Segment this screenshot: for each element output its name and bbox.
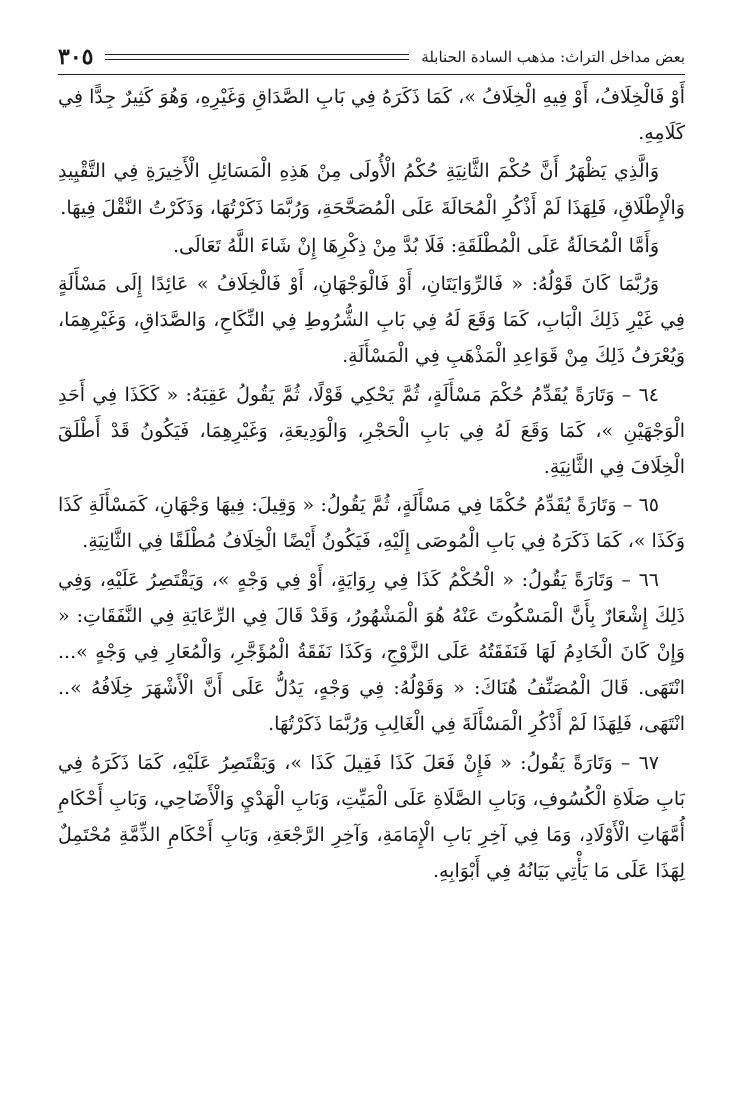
paragraph-1: أَوْ فَالْخِلَافُ، أَوْ فِيهِ الْخِلَافُ »، كَمَا ذَكَرَهُ فِي بَابِ الصَّدَاقِ وَغَيْرِهِ، وَهُوَ كَثِيرٌ جِدًّا فِي كَلَامِهِ.: [58, 86, 685, 145]
running-title: بعض مداخل التراث: مذهب السادة الحنابلة: [421, 48, 685, 66]
body-text: [58, 79, 685, 889]
paragraph-4: وَرُبَّمَا كَانَ قَوْلُهُ: « فَالرِّوَايَتَانِ، أَوْ فَالْوَجْهَانِ، أَوْ فَالْخِلَافُ » عَائِدًا إِلَى مَسْأَلَةٍ فِي غَيْرِ ذَلِكَ الْبَابِ، كَمَا وَقَعَ لَهُ فِي بَابِ الشُّرُوطِ فِي النِّكَاحِ، وَالصَّدَاقِ، وَغَيْرِهِمَا، وَيُعْرَفُ ذَلِكَ مِنْ قَوَاعِدِ الْمَذْهَبِ فِي الْمَسْأَلَةِ.: [58, 273, 685, 368]
paragraph-66: ٦٦ – وَتَارَةً يَقُولُ: « الْحُكْمُ كَذَا فِي رِوَايَةٍ، أَوْ فِي وَجْهٍ »، وَيَقْتَصِرُ عَلَيْهِ، وَفِي ذَلِكَ إِشْعَارٌ بِأَنَّ الْمَسْكُوتَ عَنْهُ هُوَ الْمَشْهُورُ، وَقَدْ قَالَ فِي الرِّعَايَةِ فِي النَّفَقَاتِ: « وَإِنْ كَانَ الْخَادِمُ لَهَا فَنَفَقَتُهُ عَلَى الزَّوْجِ، وَكَذَا نَفَقَةُ الْمُؤَجَّرِ، وَالْمُعَارِ فِي وَجْهٍ »... انْتَهَى. قَالَ الْمُصَنِّفُ هُنَاكَ: « وَقَوْلُهُ: فِي وَجْهٍ، يَدُلُّ عَلَى أَنَّ الْأَشْهَرَ خِلَافُهُ ».. انْتَهَى، فَلِهَذَا لَمْ أَذْكُرِ الْمَسْأَلَةَ فِي الْغَالِبِ وَرُبَّمَا ذَكَرْتُهَا.: [58, 568, 685, 736]
page-number: ٣٠٥: [58, 44, 94, 70]
header-rule: [105, 54, 409, 60]
paragraph-64: ٦٤ – وَتَارَةً يُقَدِّمُ حُكْمَ مَسْأَلَةٍ، ثُمَّ يَحْكِي قَوْلًا، ثُمَّ يَقُولُ عَقِبَهُ: « كَكَذَا فِي أَحَدِ الْوَجْهَيْنِ »، كَمَا وَقَعَ لَهُ فِي بَابِ الْحَجْرِ، وَالْوَدِيعَةِ، وَغَيْرِهِمَا، فَيَكُونُ قَدْ أَطْلَقَ الْخِلَافَ فِي الثَّانِيَةِ.: [58, 383, 685, 479]
paragraph-67: ٦٧ – وَتَارَةً يَقُولُ: « فَإِنْ فَعَلَ كَذَا فَقِيلَ كَذَا »، وَيَقْتَصِرُ عَلَيْهِ، كَمَا ذَكَرَهُ فِي بَابِ صَلَاةِ الْكُسُوفِ، وَبَابِ الصَّلَاةِ عَلَى الْمَيِّتِ، وَبَابِ الْهَدْيِ وَالْأَضَاحِي، وَبَابِ أَحْكَامِ أُمَّهَاتِ الْأَوْلَادِ، وَمَا فِي آخِرِ بَابِ الْإِمَامَةِ، وَآخِرِ الرَّجْعَةِ، وَبَابِ أَحْكَامِ الذِّمَّةِ مُحْتَمِلٌ لِهَذَا عَلَى مَا يَأْتِي بَيَانُهُ فِي أَبْوَابِهِ.: [58, 751, 685, 883]
paragraph-2: وَالَّذِي يَظْهَرُ أَنَّ حُكْمَ الثَّانِيَةِ حُكْمُ الْأُولَى مِنْ هَذِهِ الْمَسَائِلِ الْأَخِيرَةِ فِي التَّقْيِيدِ وَالْإِطْلَاقِ، فَلِهَذَا لَمْ أَذْكُرِ الْمُحَالَةَ عَلَى الْمُصَحَّحَةِ، وَرُبَّمَا ذَكَرْتُهَا، وَذَكَرْتُ النَّقْلَ فِيهَا.: [58, 160, 685, 219]
running-header: [58, 40, 685, 75]
paragraph-65: ٦٥ – وَتَارَةً يُقَدِّمُ حُكْمًا فِي مَسْأَلَةٍ، ثُمَّ يَقُولُ: « وَقِيلَ: فِيهَا وَجْهَانِ، كَمَسْأَلَةِ كَذَا وَكَذَا »، كَمَا ذَكَرَهُ فِي بَابِ الْمُوصَى إِلَيْهِ، فَيَكُونُ أَيْضًا الْخِلَافُ مُطْلَقًا فِي الثَّانِيَةِ.: [58, 494, 685, 553]
paragraph-3: وَأَمَّا الْمُحَالَةُ عَلَى الْمُطْلَقَةِ: فَلَا بُدَّ مِنْ ذِكْرِهَا إِنْ شَاءَ اللَّهُ تَعَالَى.: [173, 234, 659, 257]
